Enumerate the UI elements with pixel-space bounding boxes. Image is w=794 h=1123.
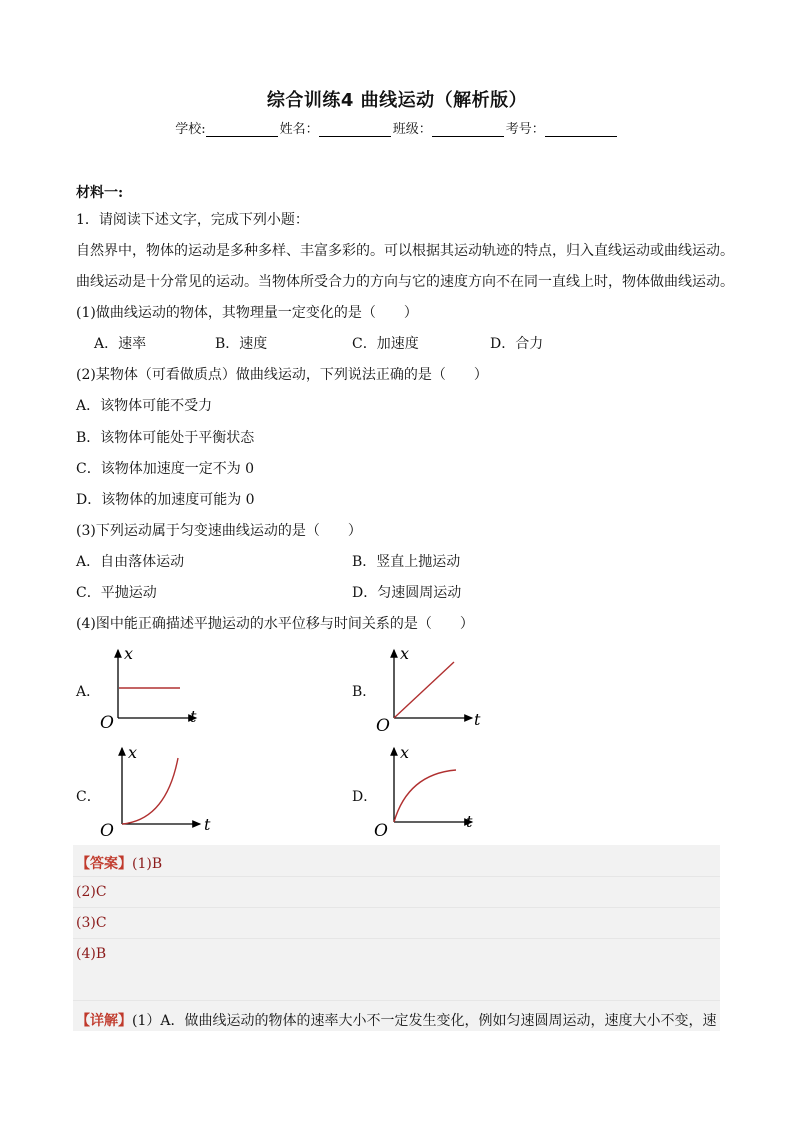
graph-b	[372, 642, 492, 734]
graph-b-x-label: t	[474, 710, 481, 729]
number-label: 考号：	[505, 122, 545, 137]
q2-option-d: D．该物体的加速度可能为 0	[76, 492, 255, 508]
q2-option-a: A．该物体可能不受力	[76, 398, 213, 414]
q3-option-d: D．匀速圆周运动	[352, 585, 462, 601]
q3-option-c: C．平抛运动	[76, 585, 157, 601]
q3-option-a: A．自由落体运动	[76, 554, 185, 570]
graph-c-curve	[122, 758, 178, 824]
graph-b-y-label: x	[400, 644, 410, 663]
graph-b-origin: O	[376, 716, 390, 734]
answer-3: (3)C	[76, 915, 107, 931]
graph-c-x-label: t	[204, 815, 211, 834]
number-blank	[545, 122, 617, 137]
school-blank	[206, 122, 278, 137]
answer-1: (1)B	[132, 856, 163, 872]
q3-option-b: B．竖直上抛运动	[352, 554, 461, 570]
answer-separator	[73, 907, 720, 908]
answer-row-1	[76, 853, 162, 873]
student-info-line	[0, 118, 794, 137]
q4-option-d-label: D．	[352, 789, 378, 805]
q1-option-a: A．速率	[94, 336, 147, 352]
graph-c	[96, 742, 226, 838]
graph-d-curve	[394, 770, 456, 822]
answer-tag: 【答案】	[76, 856, 132, 872]
material-heading: 材料一:	[76, 185, 124, 201]
graph-d	[372, 742, 502, 838]
graph-c-y-label: x	[128, 743, 138, 762]
q2-option-c: C．该物体加速度一定不为 0	[76, 461, 255, 477]
page-title: 综合训练4 曲线运动（解析版）	[266, 90, 528, 111]
graph-d-origin: O	[374, 821, 388, 838]
answer-separator	[73, 876, 720, 877]
graph-a-y-label: x	[124, 644, 134, 663]
q1-option-c: C．加速度	[352, 336, 419, 352]
name-label: 姓名：	[279, 122, 319, 137]
graph-d-x-label: t	[466, 812, 473, 831]
answer-2: (2)C	[76, 884, 107, 900]
school-label: 学校:	[175, 122, 206, 137]
detail-row	[76, 1010, 716, 1030]
detail-tag: 【详解】	[76, 1013, 132, 1029]
q4-option-a-label: A．	[76, 684, 101, 700]
q1-option-b: B．速度	[215, 336, 268, 352]
q1-stem: (1)做曲线运动的物体，其物理量一定变化的是（ ）	[76, 305, 418, 321]
q4-stem: (4)图中能正确描述平抛运动的水平位移与时间关系的是（ ）	[76, 616, 474, 632]
graph-d-y-label: x	[400, 743, 410, 762]
answer-separator	[73, 938, 720, 939]
name-blank	[319, 122, 391, 137]
graph-a	[96, 642, 216, 732]
graph-b-curve	[394, 662, 454, 718]
intro-line-2: 自然界中，物体的运动是多种多样、丰富多彩的。可以根据其运动轨迹的特点，归入直线运动或曲线运动。	[76, 243, 734, 259]
q4-option-c-label: C．	[76, 789, 101, 805]
intro-line-1: 1．请阅读下述文字，完成下列小题：	[76, 212, 309, 228]
answer-4: (4)B	[76, 946, 107, 962]
answer-separator	[73, 1000, 720, 1001]
graph-a-origin: O	[100, 713, 114, 732]
class-label: 班级：	[392, 122, 432, 137]
class-blank	[432, 122, 504, 137]
q4-option-b-label: B．	[352, 684, 377, 700]
q2-stem: (2)某物体（可看做质点）做曲线运动，下列说法正确的是（ ）	[76, 367, 488, 383]
graph-a-x-label: t	[190, 707, 197, 726]
intro-line-3: 曲线运动是十分常见的运动。当物体所受合力的方向与它的速度方向不在同一直线上时，物体做曲线运动。	[76, 274, 734, 290]
q1-option-d: D．合力	[490, 336, 544, 352]
q2-option-b: B．该物体可能处于平衡状态	[76, 430, 255, 446]
detail-text: (1）A．做曲线运动的物体的速率大小不一定发生变化，例如匀速圆周运动，速度大小不变，速	[132, 1013, 717, 1029]
graph-c-origin: O	[100, 821, 114, 838]
q3-stem: (3)下列运动属于匀变速曲线运动的是（ ）	[76, 523, 362, 539]
